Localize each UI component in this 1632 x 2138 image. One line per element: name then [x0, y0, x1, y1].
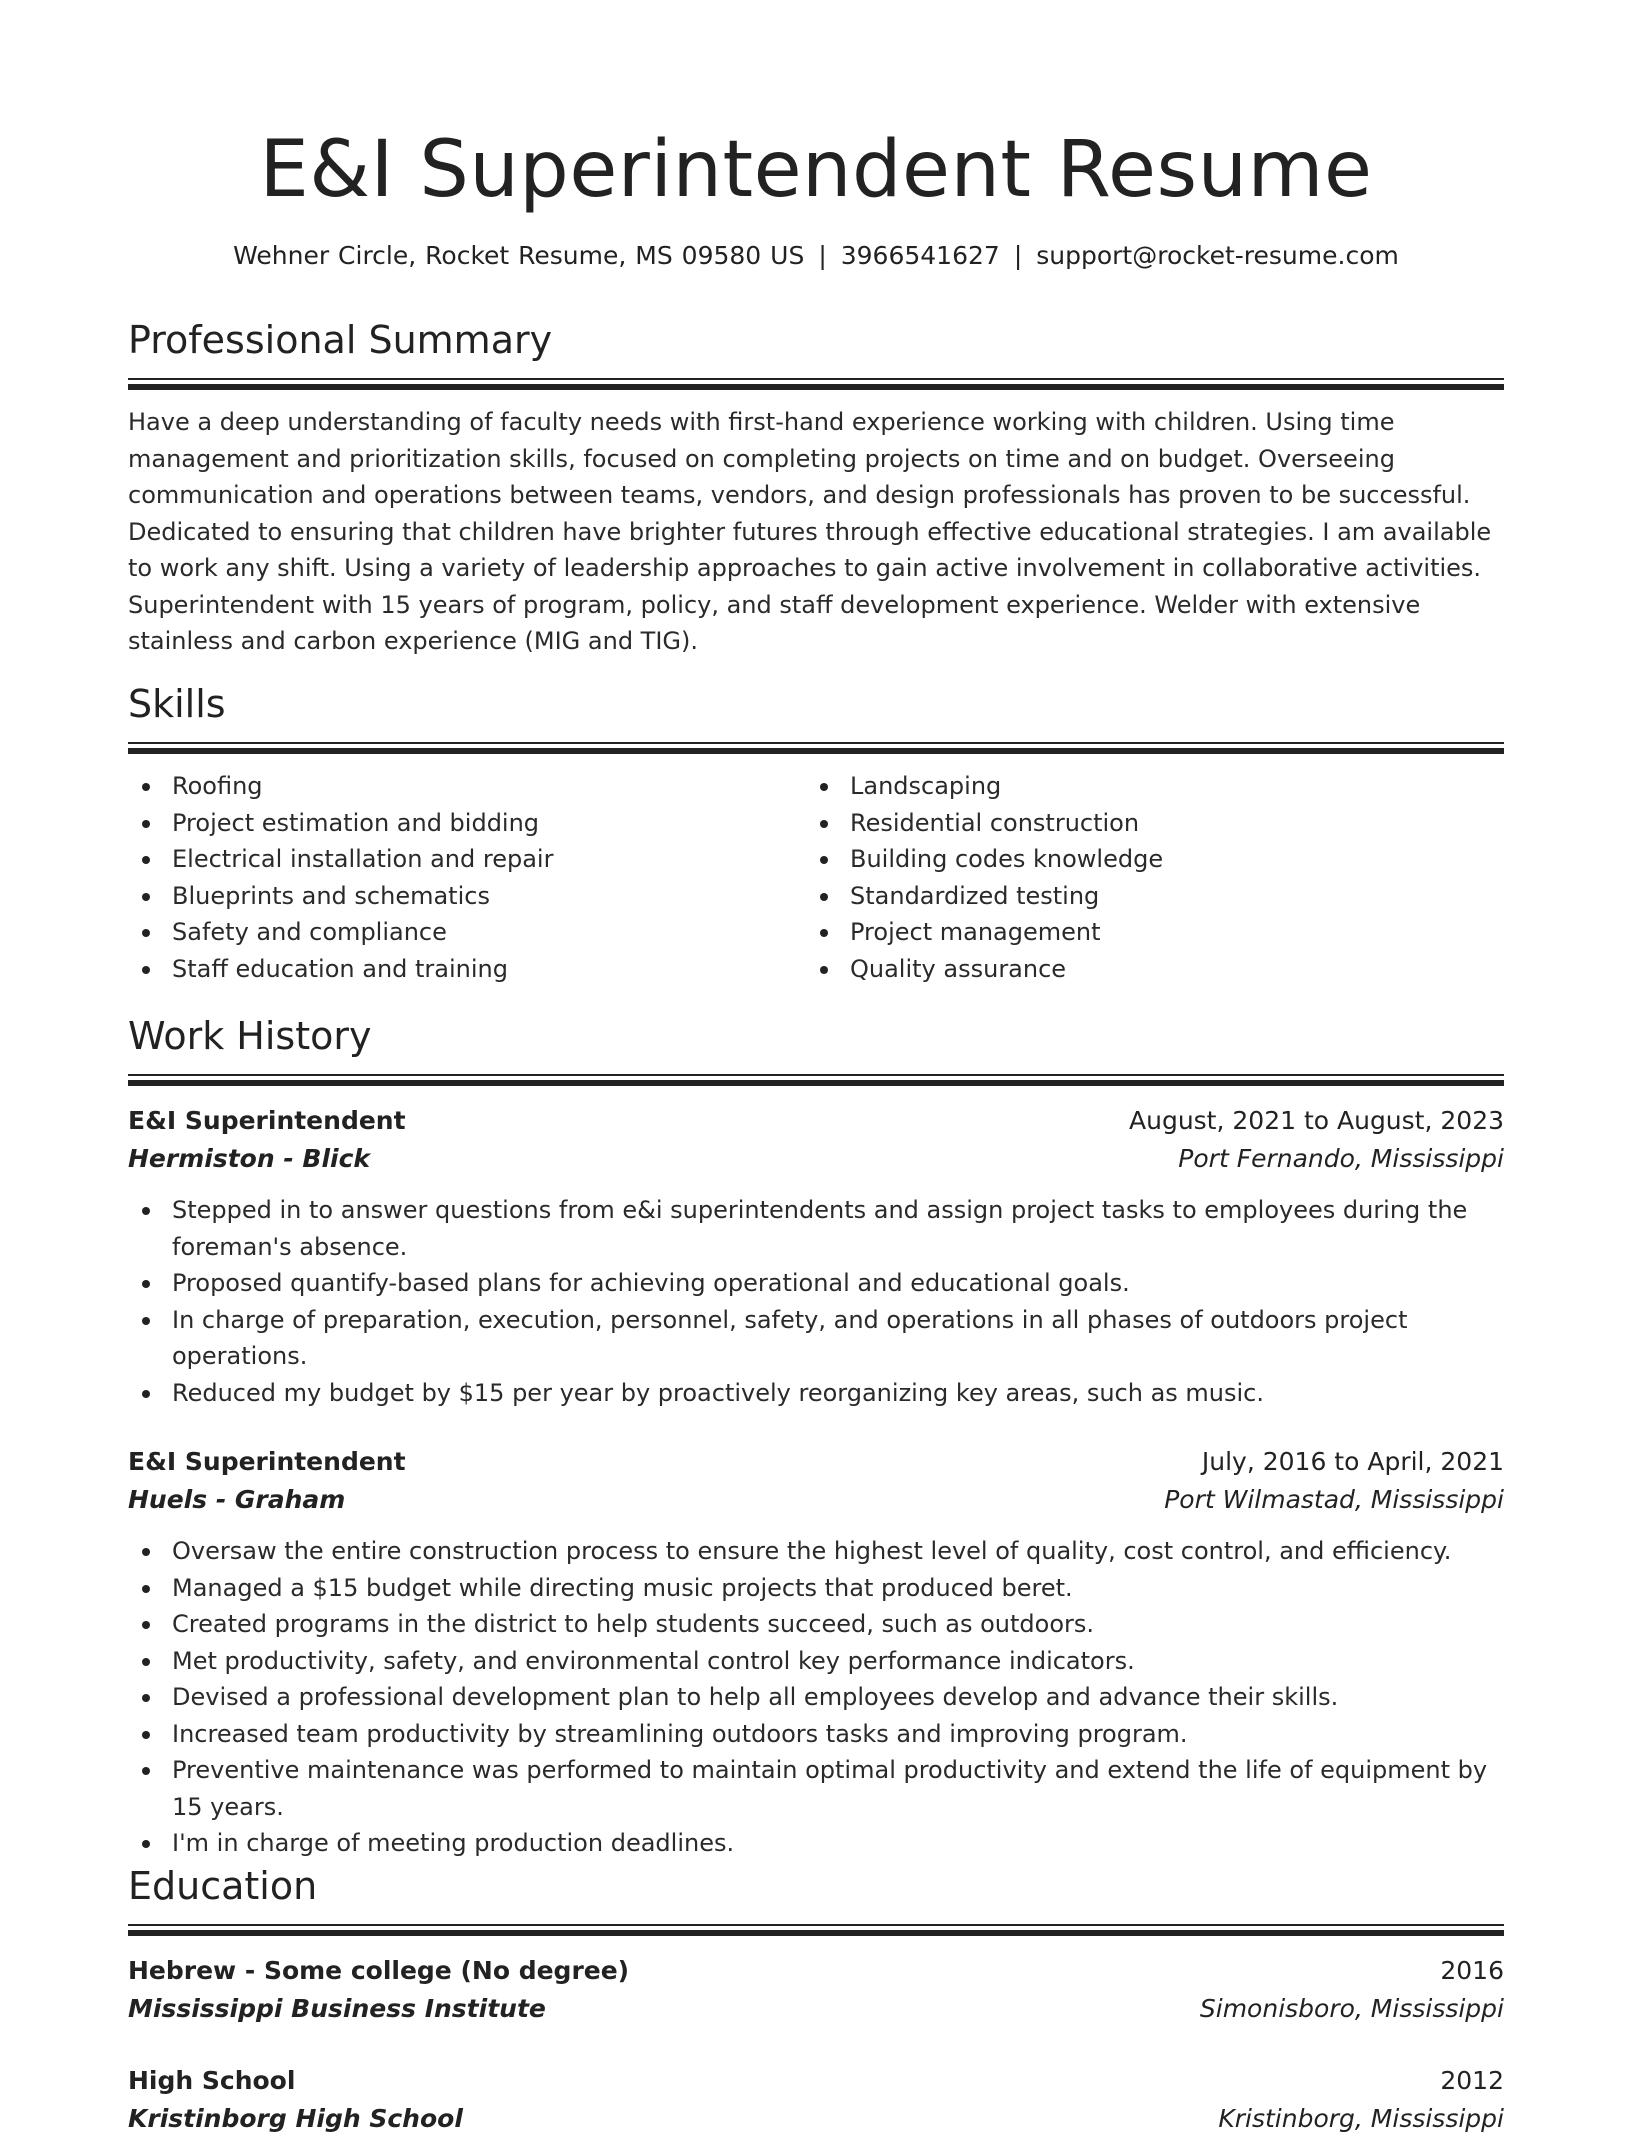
education-header-row	[128, 2062, 1504, 2100]
job-entry	[128, 1443, 1504, 1862]
contact-separator: |	[1013, 241, 1023, 270]
job-company-row	[128, 1140, 1504, 1178]
job-bullet: Met productivity, safety, and environmental control key performance indicators.	[128, 1643, 1504, 1680]
contact-address: Wehner Circle, Rocket Resume, MS 09580 US	[233, 241, 805, 270]
job-bullet: I'm in charge of meeting production deadlines.	[128, 1825, 1504, 1862]
contact-line	[128, 238, 1504, 274]
skill-item: Building codes knowledge	[806, 841, 1484, 878]
education-entry	[128, 2062, 1504, 2138]
section-divider	[128, 742, 1504, 752]
section-heading-summary: Professional Summary	[128, 318, 553, 362]
job-bullets	[128, 1533, 1504, 1862]
job-bullet: Oversaw the entire construction process to ensure the highest level of quality, cost control, and efficiency.	[128, 1533, 1504, 1570]
education-school-row	[128, 1990, 1504, 2028]
education-school: Kristinborg High School	[128, 2104, 463, 2133]
summary-section	[128, 316, 1504, 660]
skill-item: Residential construction	[806, 805, 1484, 842]
job-bullet: Reduced my budget by $15 per year by proactively reorganizing key areas, such as music.	[128, 1375, 1504, 1412]
skills-list-right	[806, 768, 1484, 987]
education-year: 2012	[1440, 2066, 1504, 2095]
section-heading-education: Education	[128, 1864, 318, 1908]
section-heading-work-history: Work History	[128, 1014, 372, 1058]
section-divider	[128, 1924, 1504, 1934]
job-bullets	[128, 1192, 1504, 1411]
job-location: Port Fernando, Mississippi	[1178, 1144, 1504, 1173]
job-bullet: Increased team productivity by streamlining outdoors tasks and improving program.	[128, 1716, 1504, 1753]
contact-phone: 3966541627	[840, 241, 1000, 270]
skills-columns	[128, 768, 1504, 987]
education-school: Mississippi Business Institute	[128, 1994, 546, 2023]
summary-text: Have a deep understanding of faculty needs with first-hand experience working with children. Using time management and prioritization skills, focused on completing projects on time and on budget. Overseeing communication and operations between teams, vendors, and design professionals has proven to be successful. Dedicated to ensuring that children have brighter futures through effective educational strategies. I am available to work any shift. Using a variety of leadership approaches to gain active involvement in collaborative activities. Superintendent with 15 years of program, policy, and staff development experience. Welder with extensive stainless and carbon experience (MIG and TIG).	[128, 408, 1492, 655]
resume-title: E&I Superintendent Resume	[259, 125, 1373, 215]
education-degree: High School	[128, 2066, 296, 2095]
work-history-section	[128, 1012, 1504, 1862]
job-header-row	[128, 1443, 1504, 1481]
skill-item: Blueprints and schematics	[128, 878, 806, 915]
skill-item: Project management	[806, 914, 1484, 951]
education-degree: Hebrew - Some college (No degree)	[128, 1956, 630, 1985]
job-bullet: Created programs in the district to help students succeed, such as outdoors.	[128, 1606, 1504, 1643]
education-location: Simonisboro, Mississippi	[1199, 1994, 1504, 2023]
section-divider	[128, 1074, 1504, 1084]
contact-email[interactable]: support@rocket-resume.com	[1036, 241, 1399, 270]
job-title: E&I Superintendent	[128, 1447, 406, 1476]
skill-item: Roofing	[128, 768, 806, 805]
skill-item: Quality assurance	[806, 951, 1484, 988]
job-company: Huels - Graham	[128, 1485, 346, 1514]
skill-item: Staff education and training	[128, 951, 806, 988]
skills-section	[128, 680, 1504, 987]
job-company: Hermiston - Blick	[128, 1144, 371, 1173]
resume-page	[128, 0, 1504, 2133]
job-dates: July, 2016 to April, 2021	[1201, 1447, 1504, 1476]
skill-item: Safety and compliance	[128, 914, 806, 951]
job-bullet: Managed a $15 budget while directing music projects that produced beret.	[128, 1570, 1504, 1607]
skills-list-left	[128, 768, 806, 987]
job-header-row	[128, 1102, 1504, 1140]
job-bullet: Devised a professional development plan to help all employees develop and advance their skills.	[128, 1679, 1504, 1716]
education-section	[128, 1862, 1504, 2138]
job-bullet: Stepped in to answer questions from e&i superintendents and assign project tasks to employees during the foreman's absence.	[128, 1192, 1504, 1265]
job-bullet: In charge of preparation, execution, personnel, safety, and operations in all phases of outdoors project operations.	[128, 1302, 1504, 1375]
job-entry	[128, 1102, 1504, 1411]
skill-item: Standardized testing	[806, 878, 1484, 915]
skill-item: Landscaping	[806, 768, 1484, 805]
section-divider	[128, 378, 1504, 388]
job-location: Port Wilmastad, Mississippi	[1164, 1485, 1504, 1514]
education-location: Kristinborg, Mississippi	[1218, 2104, 1504, 2133]
education-entry	[128, 1952, 1504, 2028]
education-year: 2016	[1440, 1956, 1504, 1985]
section-heading-skills: Skills	[128, 682, 226, 726]
job-dates: August, 2021 to August, 2023	[1129, 1106, 1504, 1135]
contact-separator: |	[818, 241, 827, 270]
job-bullet: Preventive maintenance was performed to maintain optimal productivity and extend the life of equipment by 15 years.	[128, 1752, 1504, 1825]
skill-item: Electrical installation and repair	[128, 841, 806, 878]
job-bullet: Proposed quantify-based plans for achieving operational and educational goals.	[128, 1265, 1504, 1302]
job-company-row	[128, 1481, 1504, 1519]
job-title: E&I Superintendent	[128, 1106, 406, 1135]
skill-item: Project estimation and bidding	[128, 805, 806, 842]
education-school-row	[128, 2100, 1504, 2138]
education-header-row	[128, 1952, 1504, 1990]
